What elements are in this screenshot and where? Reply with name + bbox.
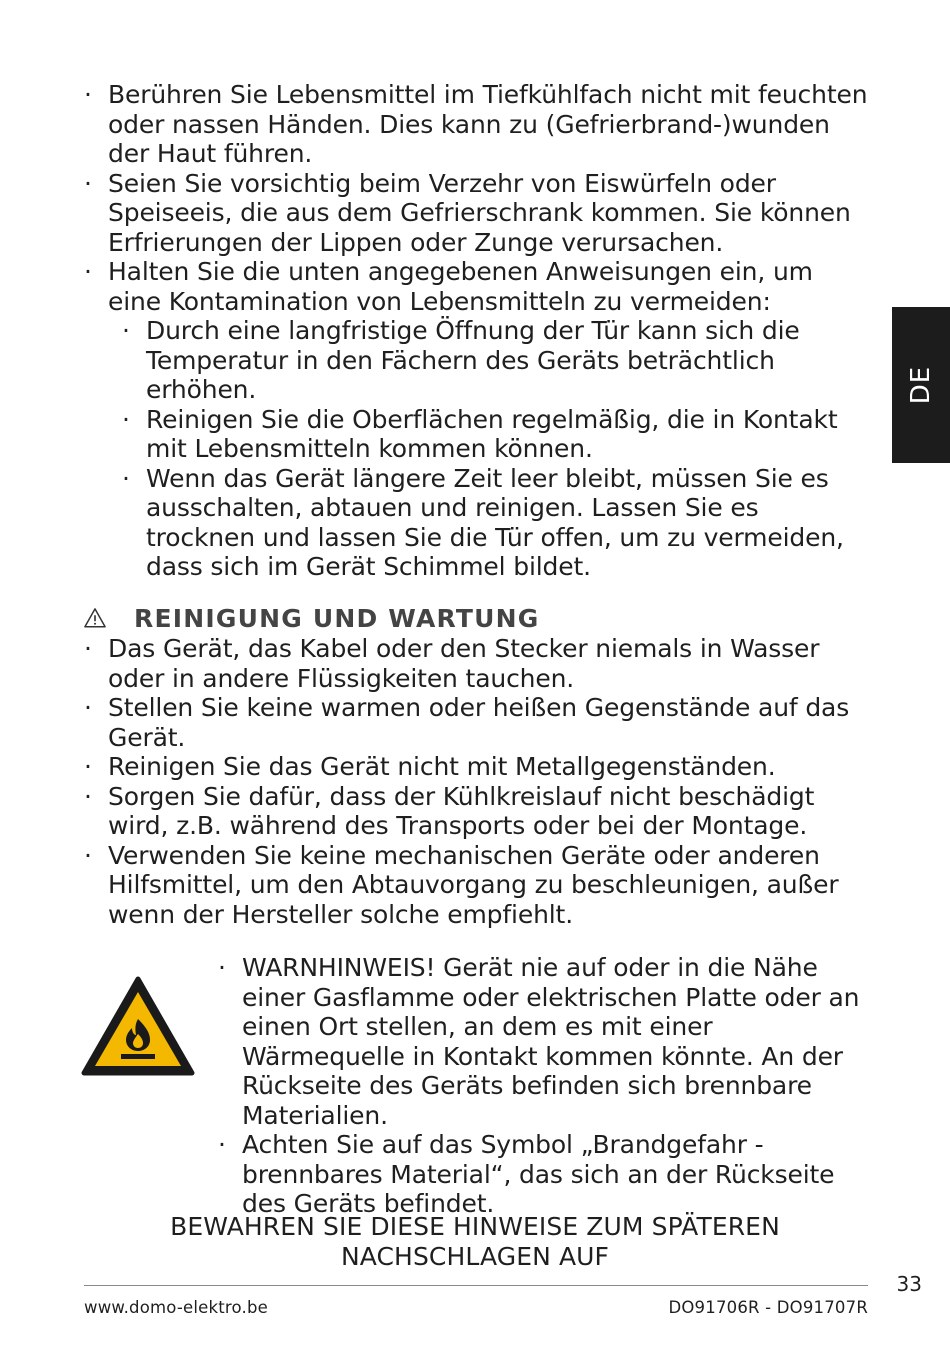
list-item xyxy=(108,257,868,582)
contamination-sub-list xyxy=(146,316,866,582)
language-tab-label: DE xyxy=(905,365,936,405)
section-heading xyxy=(84,602,539,634)
list-item: · Seien Sie vorsichtig beim Verzehr von Eiswürfeln oder Speiseeis, die aus dem Gefrierschrank kommen. Sie können Erfrierungen der Lippen oder Zunge verursachen. xyxy=(108,169,868,258)
list-item-text: Halten Sie die unten angegebenen Anweisungen ein, um eine Kontamination von Lebensmitteln zu vermeiden: xyxy=(108,257,813,316)
page-number: 33 xyxy=(896,1272,922,1296)
list-item: · Verwenden Sie keine mechanischen Geräte oder anderen Hilfsmittel, um den Abtauvorgang zu beschleunigen, außer wenn der Hersteller solche empfiehlt. xyxy=(108,841,878,930)
list-item: · Sorgen Sie dafür, dass der Kühlkreislauf nicht beschädigt wird, z.B. während des Transports oder bei der Montage. xyxy=(108,782,878,841)
language-tab xyxy=(892,307,950,463)
keep-note-line: BEWAHREN SIE DIESE HINWEISE ZUM SPÄTEREN xyxy=(170,1212,780,1241)
list-item: · Reinigen Sie das Gerät nicht mit Metallgegenständen. xyxy=(108,752,878,782)
section-heading-text: REINIGUNG UND WARTUNG xyxy=(134,603,540,633)
warning-triangle-icon xyxy=(84,607,106,629)
list-item: · Das Gerät, das Kabel oder den Stecker niemals in Wasser oder in andere Flüssigkeiten tauchen. xyxy=(108,634,878,693)
footer-model-number: DO91706R - DO91707R xyxy=(668,1298,868,1317)
list-item: · Berühren Sie Lebensmittel im Tiefkühlfach nicht mit feuchten oder nassen Händen. Dies kann zu (Gefrierbrand-)wunden der Haut führen. xyxy=(108,80,868,169)
sub-list-item: · Wenn das Gerät längere Zeit leer bleibt, müssen Sie es ausschalten, abtauen und reinigen. Lassen Sie es trocknen und lassen Sie die Tür offen, um zu vermeiden, dass sich im Gerät Schimmel bildet. xyxy=(146,464,866,582)
footer-divider xyxy=(84,1285,868,1286)
fire-warning-list xyxy=(242,953,882,1219)
sub-list-item: · Durch eine langfristige Öffnung der Tür kann sich die Temperatur in den Fächern des Geräts beträchtlich erhöhen. xyxy=(146,316,866,405)
flammable-warning-icon xyxy=(80,975,196,1077)
keep-instructions-note xyxy=(100,1212,850,1272)
footer-url: www.domo-elektro.be xyxy=(84,1298,269,1317)
list-item: · Achten Sie auf das Symbol „Brandgefahr - brennbares Material“, das sich an der Rückseite des Geräts befindet. xyxy=(242,1130,882,1219)
sub-list-item: · Reinigen Sie die Oberflächen regelmäßig, die in Kontakt mit Lebensmitteln kommen können. xyxy=(146,405,866,464)
keep-note-line: NACHSCHLAGEN AUF xyxy=(340,1242,610,1271)
safety-list xyxy=(108,80,868,582)
list-item: · Stellen Sie keine warmen oder heißen Gegenstände auf das Gerät. xyxy=(108,693,878,752)
cleaning-list xyxy=(108,634,878,929)
list-item: · WARNHINWEIS! Gerät nie auf oder in die Nähe einer Gasflamme oder elektrischen Platte oder an einen Ort stellen, an dem es mit einer Wärmequelle in Kontakt kommen könnte. An der Rückseite des Geräts befinden sich brennbare Materialien. xyxy=(242,953,882,1130)
